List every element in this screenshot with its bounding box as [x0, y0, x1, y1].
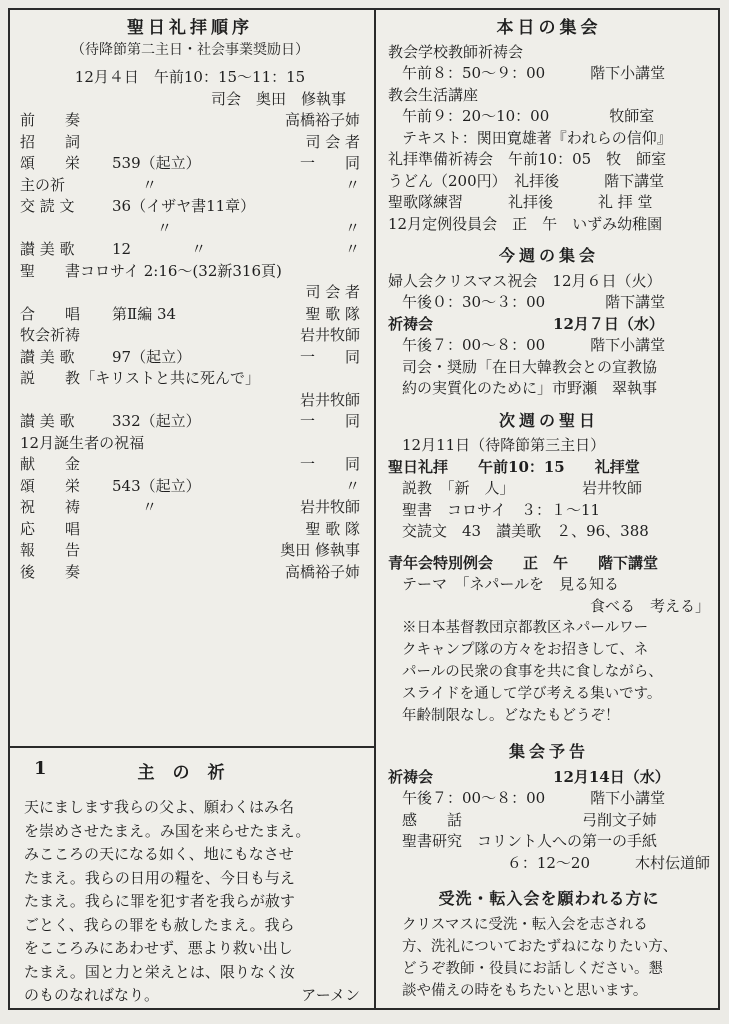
order-person: 〃: [344, 476, 360, 495]
prayer-lines: [24, 796, 360, 984]
order-detail: 〃: [112, 218, 173, 237]
order-row: [20, 175, 360, 197]
prayer-last-line: のものなればなり。: [24, 986, 160, 1004]
meeting-line: 食べる 考える」: [589, 596, 710, 615]
prayer-number: 1: [34, 758, 47, 779]
order-person: 聖 歌 隊: [305, 519, 360, 538]
meeting-line: 聖日礼拝 午前10：15 礼拝堂: [388, 457, 640, 476]
prayer-last-row: [24, 984, 360, 1008]
order-label: 祝 祷: [20, 498, 81, 516]
week-list: [388, 271, 710, 400]
meeting-line: 聖書研究 コリント人への第一の手紙: [402, 832, 658, 850]
order-row: [20, 239, 360, 261]
notice-line: ※日本基督教団京都教区ネパールワー: [402, 620, 649, 636]
worship-datetime: 12月４日 午前10：15～11：15: [74, 68, 306, 86]
order-detail: 第Ⅱ編 34: [112, 304, 177, 323]
baptism-line: クリスマスに受洗・転入会を志される: [402, 916, 648, 933]
youth-meeting: [388, 553, 710, 618]
worship-order: [20, 18, 360, 583]
order-label: 応 唱: [20, 519, 81, 538]
baptism-line: どうぞ教師・役員にお話しください。懇: [402, 960, 663, 977]
order-person: 司 会 者: [305, 132, 360, 151]
meeting-line: 聖歌隊練習 礼拝後 礼 拝 堂: [388, 193, 653, 211]
order-person: 高橋裕子姉: [284, 562, 360, 581]
order-label: 讃 美 歌: [20, 240, 75, 258]
order-row: [20, 304, 360, 326]
next-title: 次週の聖日: [498, 410, 599, 430]
prayer-line: 天にまします我らの父よ、願わくはみ名: [24, 798, 295, 816]
order-label: [20, 282, 112, 304]
prayer-line: たまえ。国と力と栄えとは、限りなく汝: [24, 962, 295, 981]
order-label: [20, 390, 112, 412]
order-row: [20, 497, 360, 519]
order-row: [20, 368, 360, 390]
meeting-line: 教会生活講座: [388, 85, 479, 104]
order-label: 招 詞: [20, 132, 81, 151]
order-label: 合 唱: [20, 304, 81, 323]
order-row: [20, 411, 360, 433]
order-row: [20, 196, 360, 218]
order-label: 讃 美 歌: [20, 412, 75, 430]
order-person: [282, 261, 382, 283]
order-row: [20, 110, 360, 132]
order-person: [260, 433, 360, 455]
order-detail: 〃: [112, 498, 158, 516]
meeting-line: 午後７：00～８：00 階下小講堂: [402, 789, 666, 807]
meeting-line: テーマ 「ネパールを 見る知る: [402, 575, 620, 593]
meeting-line: うどん（200円） 礼拝後 階下講堂: [388, 171, 665, 190]
order-detail: [112, 390, 260, 412]
order-detail: [112, 562, 260, 584]
prayer-text: [24, 796, 360, 1008]
order-detail: [112, 454, 260, 476]
notice-line: スライドを通して学び考える集いです。: [402, 686, 662, 702]
order-label: 交 読 文: [20, 197, 75, 215]
order-person: 一 同: [299, 412, 360, 430]
order-person: 一 同: [299, 347, 360, 366]
order-row: [20, 347, 360, 369]
order-detail: 332（起立）: [112, 412, 201, 430]
order-detail: 「キリストと共に死んで」: [80, 369, 260, 387]
notice-line: クキャンプ隊の方々をお招きして、ネ: [402, 642, 649, 658]
next-list: [388, 435, 710, 543]
order-person: 岩井牧師: [299, 390, 360, 409]
order-detail: [112, 519, 260, 541]
order-label: 聖 書: [20, 261, 81, 280]
baptism-title: 受洗・転入会を願われる方に: [438, 889, 660, 908]
youth-notice: [388, 617, 710, 727]
baptism-line: 談や備えの時をもちたいと思います。: [402, 982, 648, 999]
meeting-line: 司会・奨励「在日大韓教会との宣教協: [402, 357, 658, 376]
meeting-line: ６：12～20 木村伝道師: [506, 853, 710, 872]
upcoming-list: [388, 767, 710, 875]
meeting-line: 説教 「新 人」 岩井牧師: [402, 479, 643, 497]
order-row: [20, 325, 360, 347]
order-detail: 36（イザヤ書11章）: [112, 197, 256, 215]
order-detail: [112, 282, 260, 304]
meeting-line: 交読文 43 讃美歌 ２、96、388: [402, 522, 649, 540]
notice-line: パールの民衆の食事を共に食しながら、: [402, 664, 663, 680]
order-person: 一 同: [299, 154, 360, 172]
order-person: 聖 歌 隊: [305, 304, 360, 323]
order-person: 岩井牧師: [299, 498, 360, 516]
order-label: 讃 美 歌: [20, 347, 75, 366]
meeting-line: 午後７：00～８：00 階下小講堂: [402, 336, 666, 354]
meeting-line: テキスト：関田寛雄著『われらの信仰』: [402, 128, 672, 147]
prayer-line: ごとく、我らの罪をも赦したまえ。我ら: [24, 915, 295, 934]
order-detail: [112, 433, 260, 455]
order-label: [20, 218, 112, 240]
section-divider: [10, 746, 374, 748]
order-row: [20, 390, 360, 412]
meeting-line: 午前９：20～10：00 牧師室: [402, 107, 655, 125]
baptism-line: 方、洗礼についておたずねになりたい方、: [402, 938, 678, 955]
meeting-line: 午後０：30～３：00 階下講堂: [402, 293, 666, 311]
order-row: [20, 562, 360, 584]
meeting-line: 12月11日（待降節第三主日）: [402, 436, 606, 454]
order-label: 頌 栄: [20, 476, 81, 495]
order-person: 〃: [344, 175, 360, 194]
meeting-line: 午前８：50～９：00 階下小講堂: [402, 64, 666, 82]
prayer-line: を崇めさせたまえ。み国を来らせたまえ。: [24, 821, 311, 840]
prayer-line: をこころみにあわせず、悪より救い出し: [24, 939, 293, 957]
order-label: 牧会祈祷: [20, 326, 81, 344]
order-detail: [112, 132, 260, 154]
baptism-text: [388, 914, 710, 1002]
meetings-column: [388, 18, 710, 1002]
order-label: 説 教: [20, 369, 81, 387]
order-person: 司 会 者: [305, 283, 360, 301]
order-person: 奥田 修執事: [280, 541, 360, 559]
order-person: 高橋裕子姉: [284, 111, 360, 129]
order-person: 一 同: [299, 455, 360, 473]
order-person: [260, 196, 360, 218]
order-label: 献 金: [20, 455, 81, 473]
order-label: 12月誕生者の祝福: [20, 433, 145, 452]
meeting-line: 祈祷会 12月14日（水）: [388, 767, 670, 786]
order-row: [20, 153, 360, 175]
order-detail: 543（起立）: [112, 476, 201, 495]
order-label: 後 奏: [20, 562, 81, 581]
worship-order-subtitle: （待降節第二主日・社会事業奨励日）: [71, 41, 309, 58]
meeting-line: 12月定例役員会 正 午 いずみ幼稚園: [388, 214, 663, 233]
order-row: [20, 454, 360, 476]
prayer-line: たまえ。我らに罪を犯す者を我らが赦す: [24, 892, 295, 910]
order-detail: [112, 110, 260, 132]
order-label: 前 奏: [20, 111, 81, 129]
order-person: 〃: [344, 240, 360, 258]
order-label: 報 告: [20, 541, 81, 559]
meeting-line: 聖書 コロサイ ３：１～11: [402, 500, 601, 519]
worship-items: [20, 110, 360, 583]
notice-line: 年齢制限なし。どなたもどうぞ！: [402, 708, 620, 724]
order-row: [20, 282, 360, 304]
meeting-line: 約の実質化のために」市野瀬 翠執事: [402, 379, 658, 397]
week-title: 今週の集会: [498, 246, 599, 265]
order-row: [20, 132, 360, 154]
meeting-line: 婦人会クリスマス祝会 12月６日（火）: [388, 271, 662, 290]
bulletin-sheet: [8, 8, 720, 1010]
today-title: 本日の集会: [496, 18, 602, 38]
prayer-line: たまえ。我らの日用の糧を、今日も与え: [24, 868, 295, 887]
order-row: [20, 261, 360, 283]
worship-order-title: 聖日礼拝順序: [127, 18, 253, 38]
order-row: [20, 540, 360, 562]
order-detail: コロサイ 2:16～(32新316頁): [80, 261, 282, 280]
order-row: [20, 218, 360, 240]
prayer-line: みこころの天になる如く、地にもなさせ: [24, 845, 294, 863]
order-detail: 〃: [112, 175, 158, 194]
meeting-line: 教会学校教師祈祷会: [388, 42, 524, 61]
prayer-title: 主の祈: [137, 763, 243, 783]
prayer-heading: [20, 758, 360, 783]
meeting-line: 感 話 弓削文子姉: [402, 810, 658, 829]
upcoming-title: 集会予告: [508, 742, 589, 761]
order-row: [20, 476, 360, 498]
meeting-line: 青年会特別例会 正 午 階下講堂: [388, 553, 659, 572]
order-detail: 12 〃: [112, 240, 207, 258]
order-detail: [112, 540, 260, 562]
order-label: 頌 栄: [20, 154, 81, 172]
order-detail: [112, 325, 260, 347]
today-list: [388, 42, 710, 236]
order-detail: 539（起立）: [112, 154, 201, 172]
order-person: 〃: [344, 218, 360, 237]
meeting-line: 礼拝準備祈祷会 午前10：05 牧 師室: [388, 150, 667, 168]
order-detail: 97（起立）: [112, 347, 192, 366]
meeting-line: 祈祷会 12月７日（水）: [388, 314, 664, 333]
column-divider: [374, 10, 376, 1008]
order-row: [20, 433, 360, 455]
order-row: [20, 519, 360, 541]
amen-text: アーメン: [301, 986, 360, 1004]
worship-presider: 司会 奥田 修執事: [210, 89, 346, 108]
order-person: [260, 368, 360, 390]
order-person: 岩井牧師: [299, 326, 360, 344]
order-label: 主の祈: [20, 175, 66, 194]
